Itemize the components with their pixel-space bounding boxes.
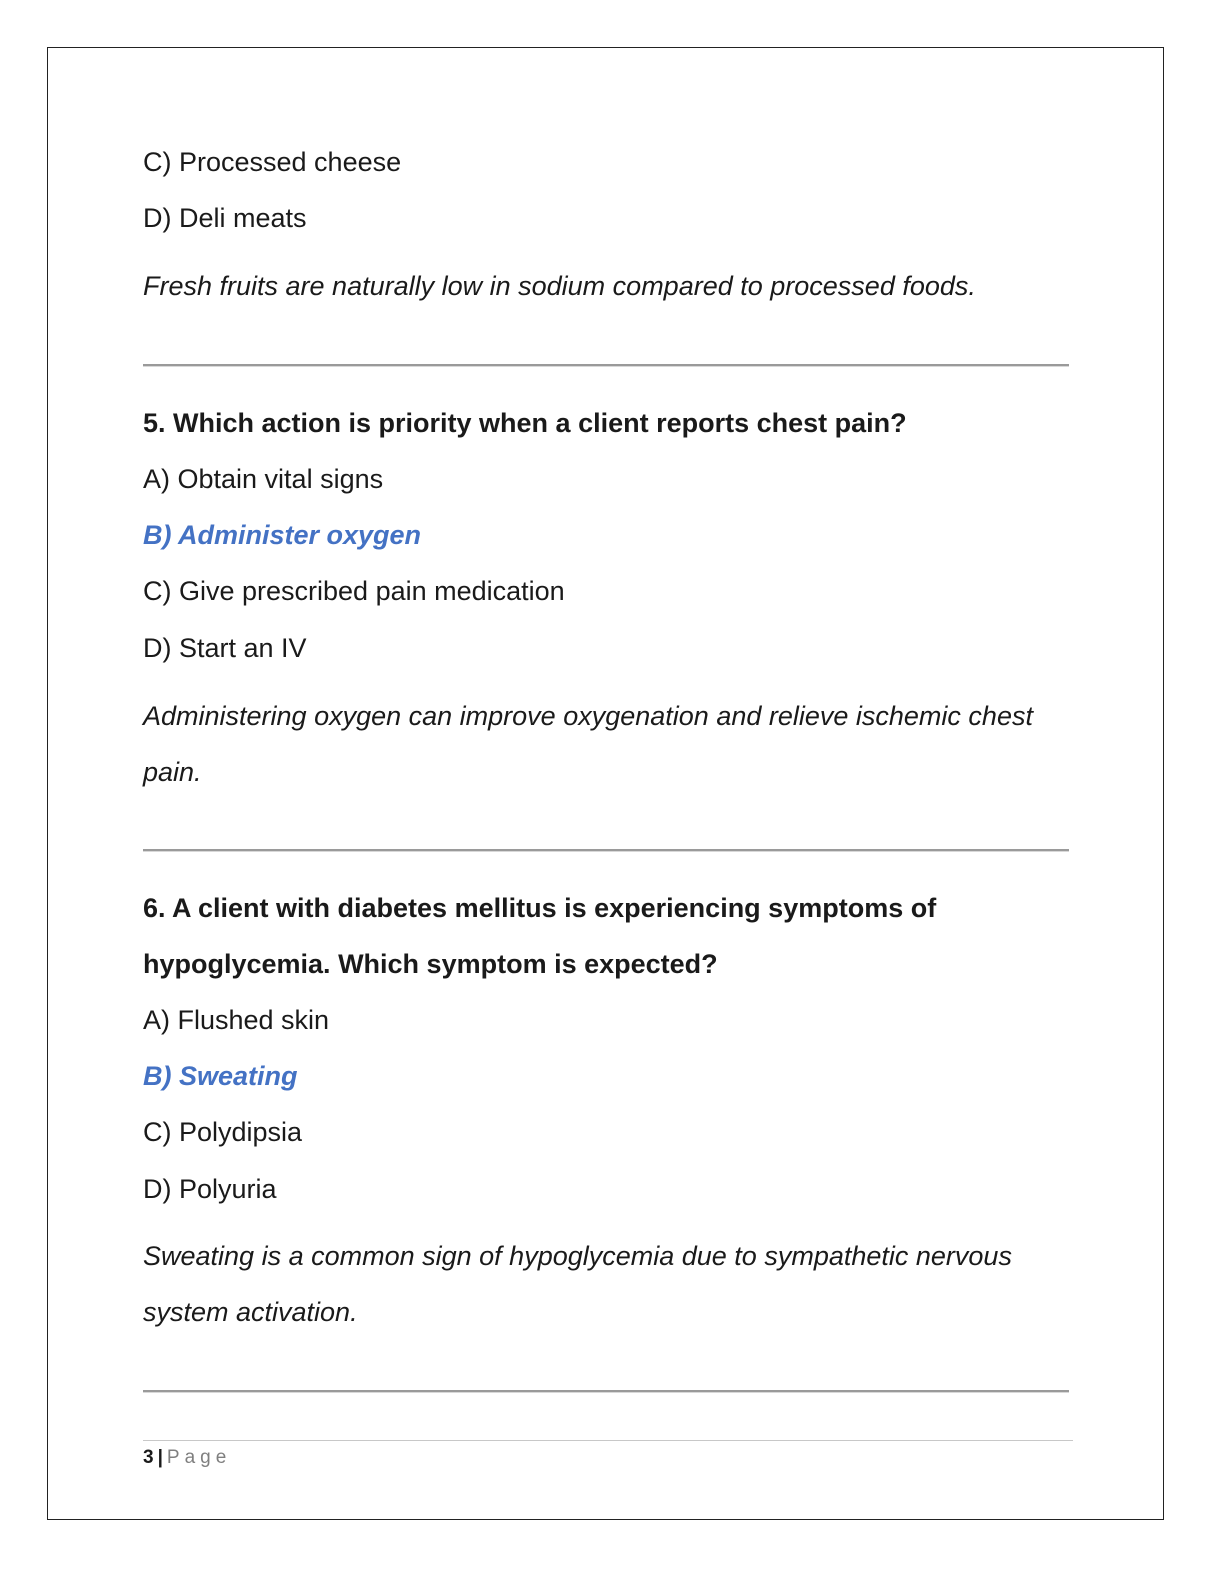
q5-explanation-line1: Administering oxygen can improve oxygenation and relieve ischemic chest [143, 701, 1033, 731]
q6-explanation-line2: system activation. [143, 1297, 358, 1327]
section-divider [143, 1390, 1069, 1392]
q6-option-b-correct: B) Sweating [143, 1061, 298, 1091]
q6-option-d: D) Polyuria [143, 1174, 277, 1204]
q4-option-d: D) Deli meats [143, 203, 307, 233]
page-number: 3 [143, 1447, 154, 1468]
page-label: Page [166, 1447, 232, 1468]
q6-question-line2: hypoglycemia. Which symptom is expected? [143, 949, 718, 979]
q6-explanation-line1: Sweating is a common sign of hypoglycemia due to sympathetic nervous [143, 1241, 1012, 1271]
q5-question: 5. Which action is priority when a client reports chest pain? [143, 408, 907, 438]
footer-separator: | [157, 1447, 163, 1468]
page-footer [143, 1446, 231, 1470]
footer-rule [143, 1440, 1073, 1441]
q6-option-a: A) Flushed skin [143, 1005, 330, 1035]
q5-option-b-correct: B) Administer oxygen [143, 520, 422, 550]
q5-option-d: D) Start an IV [143, 633, 307, 663]
q5-explanation-line2: pain. [143, 757, 202, 787]
q6-option-c: C) Polydipsia [143, 1117, 303, 1147]
section-divider [143, 849, 1069, 851]
q4-explanation: Fresh fruits are naturally low in sodium compared to processed foods. [143, 271, 976, 301]
section-divider [143, 364, 1069, 366]
q5-option-c: C) Give prescribed pain medication [143, 576, 565, 606]
q5-option-a: A) Obtain vital signs [143, 464, 384, 494]
q6-question-line1: 6. A client with diabetes mellitus is experiencing symptoms of [143, 893, 937, 923]
q4-option-c: C) Processed cheese [143, 147, 402, 177]
